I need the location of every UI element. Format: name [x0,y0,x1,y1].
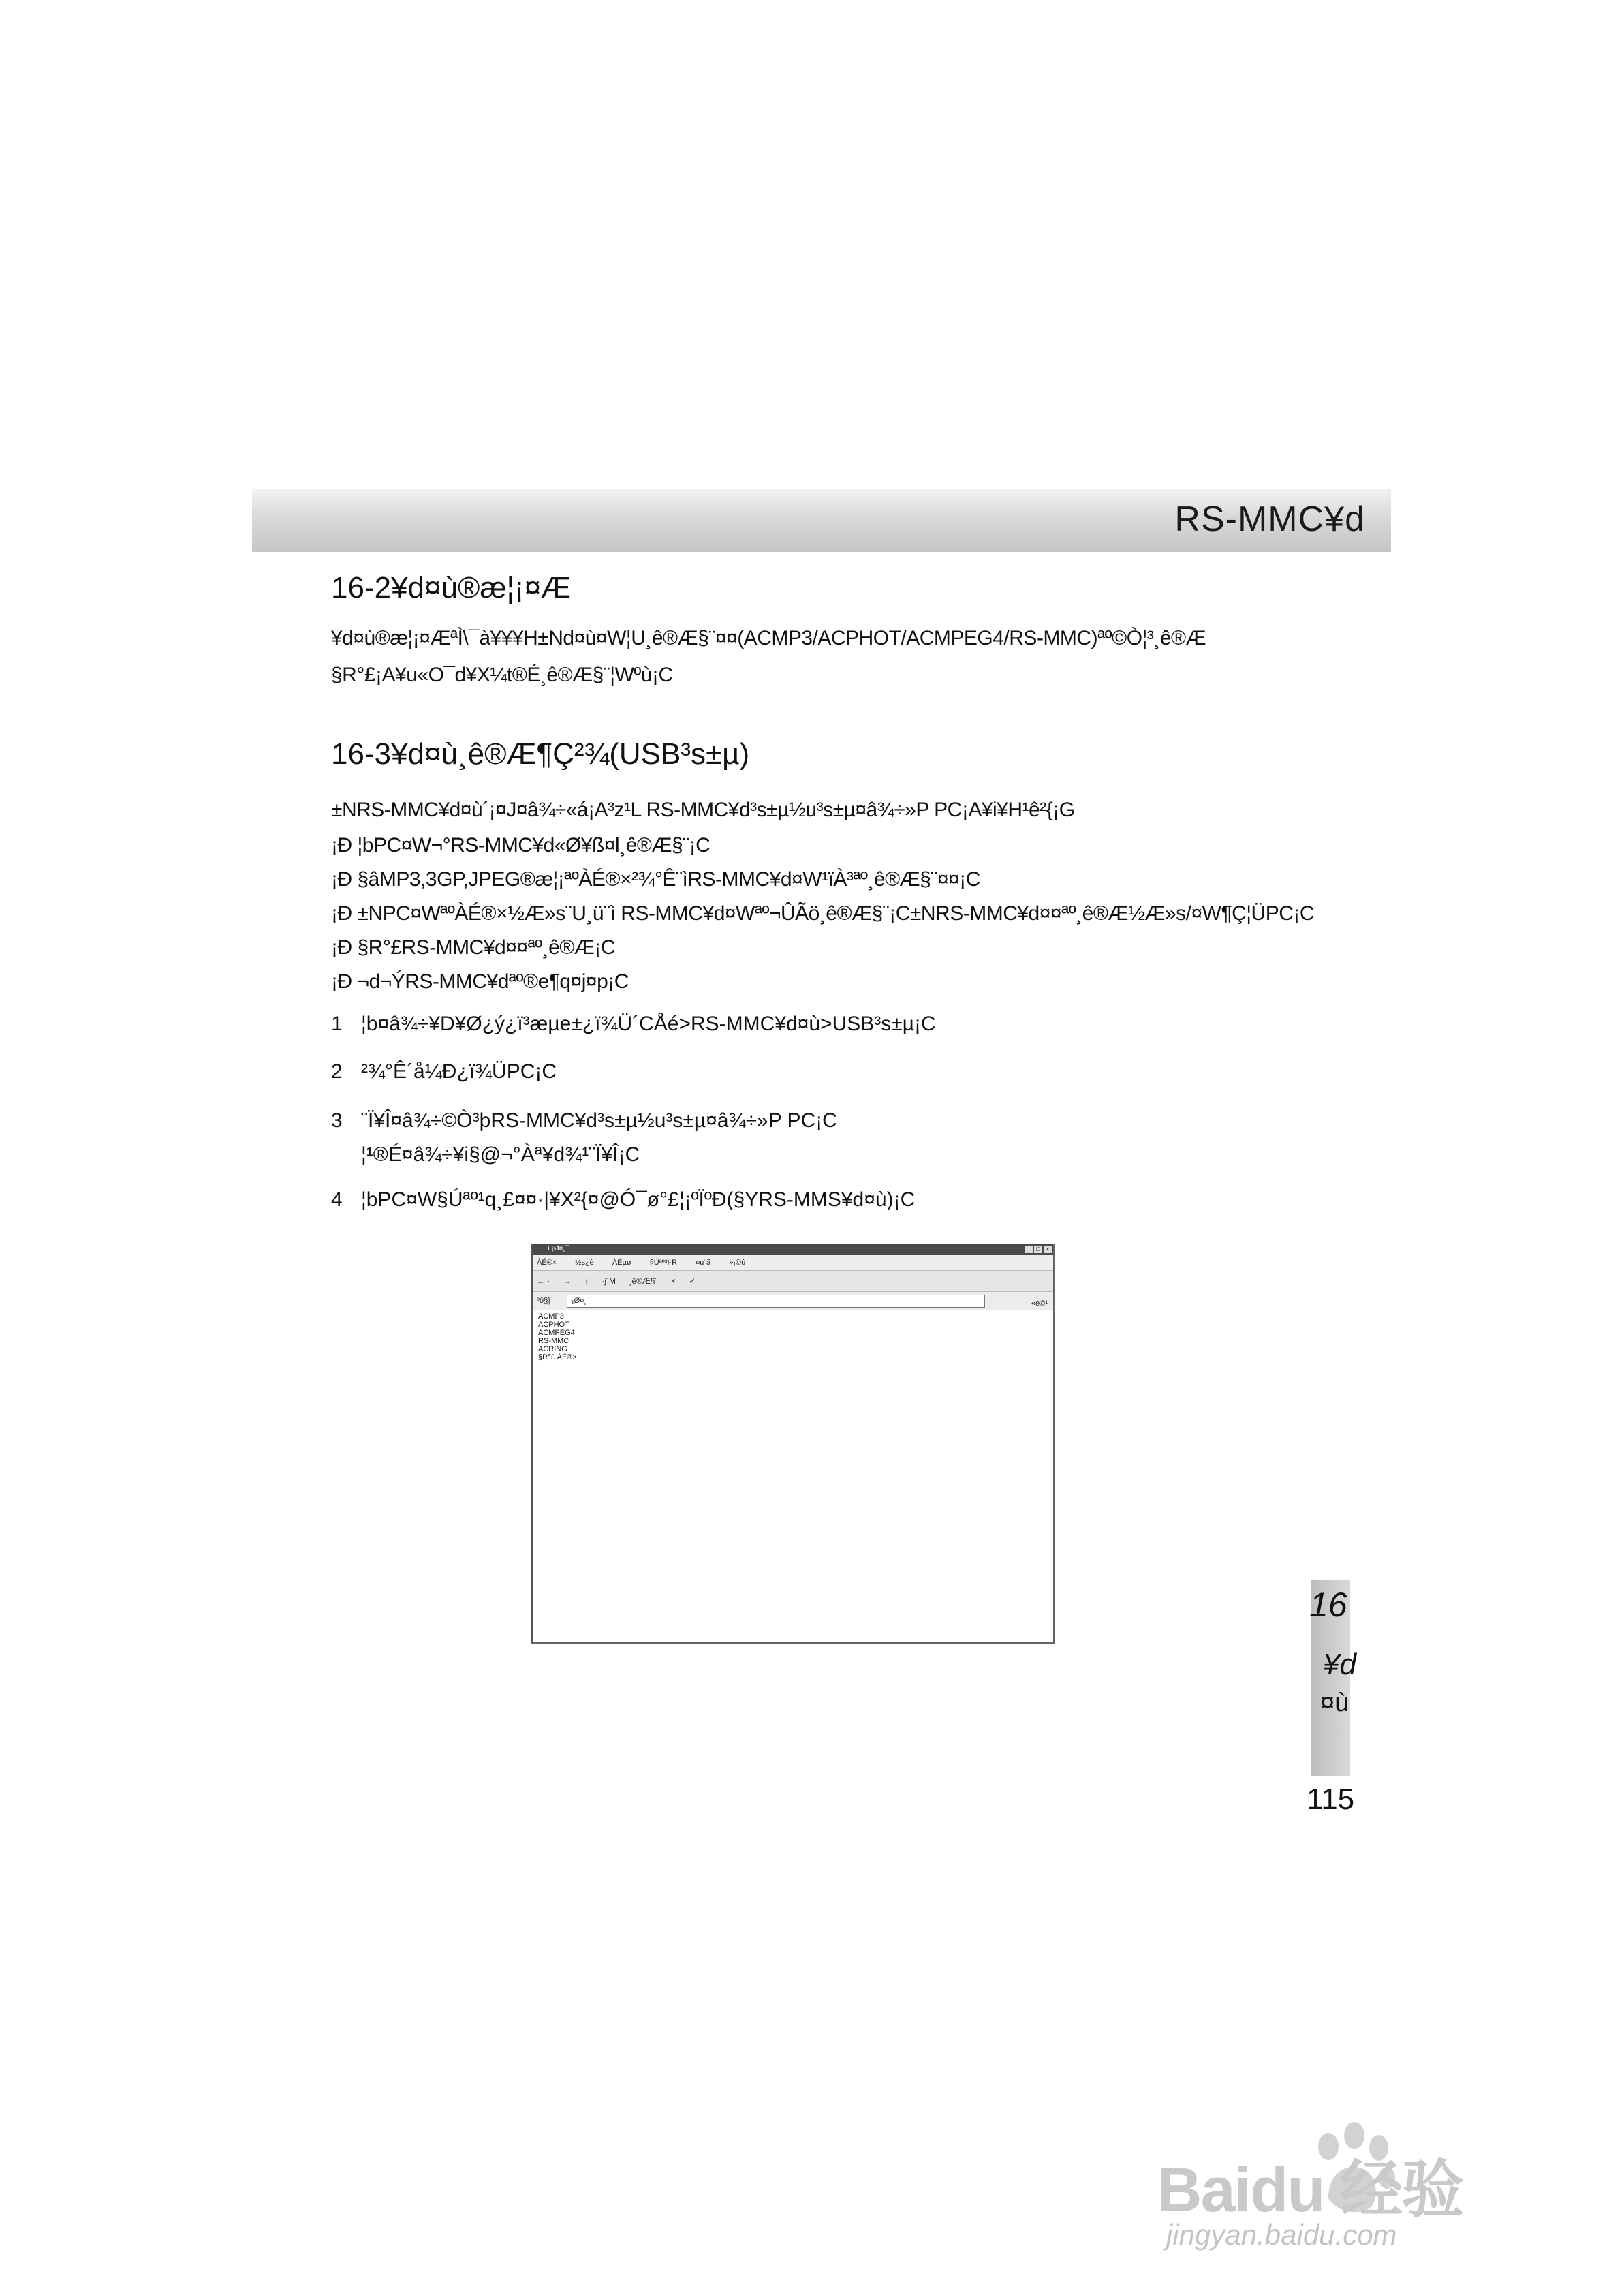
window-controls [1023,1246,1052,1253]
section-1-title: 16-2¥d¤ù®æ¦¡¤Æ [331,571,572,604]
list-item[interactable]: ACMP3 [538,1312,564,1321]
window-title: ì ¡Ø¤¸¯ [548,1245,569,1252]
step-text: ¦¹®É¤â¾÷¥i§@¬°Àª¥d¾¹¨Ï¥Î¡C [361,1143,640,1166]
chapter-number: 16 [1309,1586,1347,1624]
section-2-title: 16-3¥d¤ù¸ê®Æ¶Ç²¾(USB³s±µ) [331,737,750,771]
step-4 [331,1188,915,1212]
minimize-icon[interactable]: _ [1025,1246,1033,1253]
step-number: 1 [331,1013,343,1035]
section-2-intro: ±NRS-MMC¥d¤ù´¡¤J¤â¾÷«á¡A³z¹L RS-MMC¥d³s±µ½u³s±µ¤â¾÷»P PC¡A¥i¥H¹ê²{¡G [331,799,1075,821]
step-number: 2 [331,1060,343,1083]
section-2-bullet-5: ¡Ð ¬d¬ÝRS-MMC¥dªº®e¶q¤j¤p¡C [331,970,629,993]
go-button[interactable]: «e©¹ [1031,1299,1048,1308]
step-text: ¦bPC¤W§Úªº¹q¸£¤¤·|¥X²{¤@Ó¯ø°£¦¡ºÏºÐ(§YRS-MMS¥d¤ù)¡C [361,1188,916,1211]
close-icon[interactable]: × [1044,1246,1052,1253]
folders-button[interactable]: ¸ê®Æ§¨ [629,1276,658,1286]
address-input[interactable]: ¡Ø¤¸¯ [567,1295,985,1308]
window-titlebar [533,1244,1053,1255]
undo-button[interactable]: ✓ [689,1276,696,1286]
chapter-side-tab [1309,1580,1356,1776]
step-3 [331,1109,837,1133]
menu-favorites[interactable]: §Úªº³Ì·R [649,1259,678,1267]
menu-bar [533,1255,1053,1271]
maximize-icon[interactable]: □ [1034,1246,1042,1253]
delete-button[interactable]: × [670,1276,676,1286]
file-list [538,1312,577,1361]
address-bar [533,1292,1053,1310]
watermark-url: jingyan.baidu.com [1166,2219,1397,2251]
step-text: ¦b¤â¾÷¥D¥Ø¿ý¿ï³æµe±¿ï¾Ü´CÅé>RS-MMC¥d¤ù>USB³s±µ¡C [361,1013,936,1035]
step-3-note [331,1143,640,1167]
section-1-line-1: ¥d¤ù®æ¦¡¤ÆªÌ\¯à¥¥¥H±Nd¤ù¤W¦U¸ê®Æ§¨¤¤(ACMP3/ACPHOT/ACMPEG4/RS-MMC)ªº©Ò¦³¸ê®Æ [331,627,1206,649]
address-label: ºô§} [537,1297,550,1305]
search-button[interactable]: ·j´M [602,1276,616,1286]
chapter-header-title: RS-MMC¥d [1174,499,1365,539]
section-2-bullet-4: ¡Ð §R°£RS-MMC¥d¤¤ªº¸ê®Æ¡C [331,936,616,959]
step-text: ²¾°Ê´å¼Ð¿ï¾ÜPC¡C [361,1060,557,1083]
section-1-line-2: §R°£¡A¥u«O¯d¥X¼t®É¸ê®Æ§¨¦Wºù¡C [331,664,673,686]
step-number: 4 [331,1188,343,1211]
page-number: 115 [1307,1783,1355,1816]
section-2-bullet-3: ¡Ð ±NPC¤WªºÀÉ®×½Æ»s¨U¸ü¨ì RS-MMC¥d¤Wªº¬ÛÃö¸ê®Æ§¨¡C±NRS-MMC¥d¤¤ªº¸ê®Æ½Æ»s/¤W¶Ç¦ÜPC¡C [331,902,1315,925]
menu-view[interactable]: ÀËµø [612,1259,631,1267]
menu-help[interactable]: »¡©ú [729,1259,746,1267]
step-2 [331,1060,557,1083]
forward-button[interactable]: → [563,1276,572,1286]
up-button[interactable]: ↑ [584,1276,589,1286]
chapter-label-1: ¥d [1323,1648,1356,1681]
step-number: 3 [331,1109,343,1132]
menu-tools[interactable]: ¤u¨ã [696,1259,711,1267]
section-2-bullet-2: ¡Ð §âMP3,3GP,JPEG®æ¦¡ªºÀÉ®×²¾°Ê¨ìRS-MMC¥d¤W¹ïÀ³ªº¸ê®Æ§¨¤¤¡C [331,868,980,891]
menu-file[interactable]: ÀÉ®× [537,1259,557,1267]
chapter-header-bar [252,489,1391,552]
list-item[interactable]: ACPHOT [538,1321,569,1329]
list-item[interactable]: §R°£ ÀÉ®× [538,1353,577,1361]
step-text: ¨Ï¥Î¤â¾÷©Ò³þRS-MMC¥d³s±µ½u³s±µ¤â¾÷»P PC¡C [361,1109,837,1132]
list-item[interactable]: RS-MMC [538,1337,569,1345]
toolbar [533,1271,1053,1292]
section-2-bullet-1: ¡Ð ¦bPC¤W¬°RS-MMC¥d«Ø¥ß¤l¸ê®Æ§¨¡C [331,834,710,857]
back-button[interactable]: ← · [537,1276,550,1286]
watermark-logo: Baidu 经验 [1157,2155,1463,2225]
watermark [1131,2116,1540,2250]
list-item[interactable]: ACRING [538,1345,567,1353]
explorer-window-screenshot [531,1244,1055,1644]
menu-edit[interactable]: ½s¿è [575,1259,594,1267]
list-item[interactable]: ACMPEG4 [538,1329,575,1337]
chapter-label-2: ¤ù [1320,1689,1349,1717]
step-1 [331,1013,936,1036]
